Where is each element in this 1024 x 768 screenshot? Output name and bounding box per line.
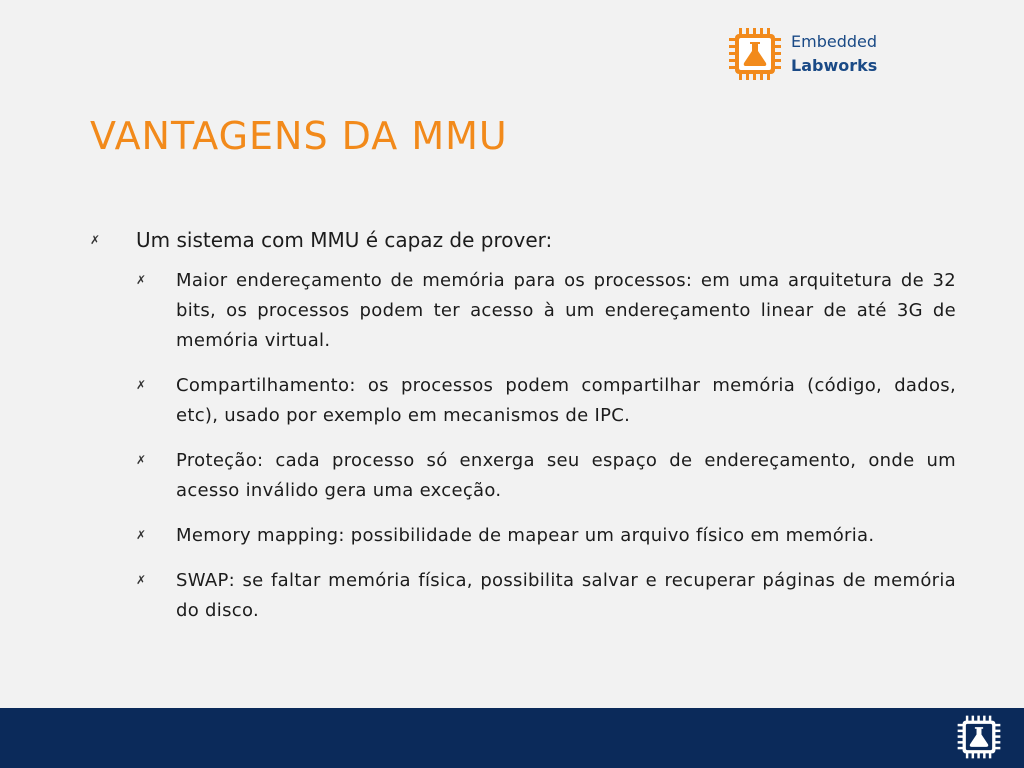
logo-text-embedded: Embedded	[791, 32, 878, 51]
sub-bullet-text: Proteção: cada processo só enxerga seu espaço de endereçamento, onde um acesso inválido gera uma exceção.	[176, 450, 956, 501]
slide-content	[90, 226, 956, 641]
main-bullet-text: Um sistema com MMU é capaz de prover:	[136, 228, 553, 252]
bullet-x-icon: ✗	[136, 453, 147, 467]
bullet-x-icon: ✗	[136, 528, 147, 542]
sub-bullet-list	[90, 266, 956, 626]
bullet-x-icon: ✗	[136, 378, 147, 392]
bullet-x-icon: ✗	[136, 273, 147, 287]
sub-bullet-text: Memory mapping: possibilidade de mapear um arquivo físico em memória.	[176, 525, 875, 546]
sub-bullet-text: SWAP: se faltar memória física, possibilita salvar e recuperar páginas de memória do disco.	[176, 570, 956, 621]
chip-flask-icon	[727, 26, 783, 82]
bullet-x-icon: ✗	[136, 573, 147, 587]
main-bullet	[90, 226, 956, 254]
sub-bullet-item	[136, 446, 956, 506]
bullet-x-icon: ✗	[90, 233, 101, 247]
footer-bar	[0, 708, 1024, 768]
sub-bullet-item	[136, 371, 956, 431]
sub-bullet-text: Maior endereçamento de memória para os processos: em uma arquitetura de 32 bits, os processos podem ter acesso à um endereçamento linear de até 3G de memória virtual.	[176, 270, 956, 351]
sub-bullet-item	[136, 521, 956, 551]
sub-bullet-item	[136, 266, 956, 356]
embedded-labworks-logo	[727, 26, 877, 82]
logo-text-labworks: Labworks	[791, 56, 878, 75]
chip-flask-icon	[956, 714, 1002, 760]
sub-bullet-text: Compartilhamento: os processos podem compartilhar memória (código, dados, etc), usado por exemplo em mecanismos de IPC.	[176, 375, 956, 426]
sub-bullet-item	[136, 566, 956, 626]
slide-title: VANTAGENS DA MMU	[90, 114, 508, 158]
